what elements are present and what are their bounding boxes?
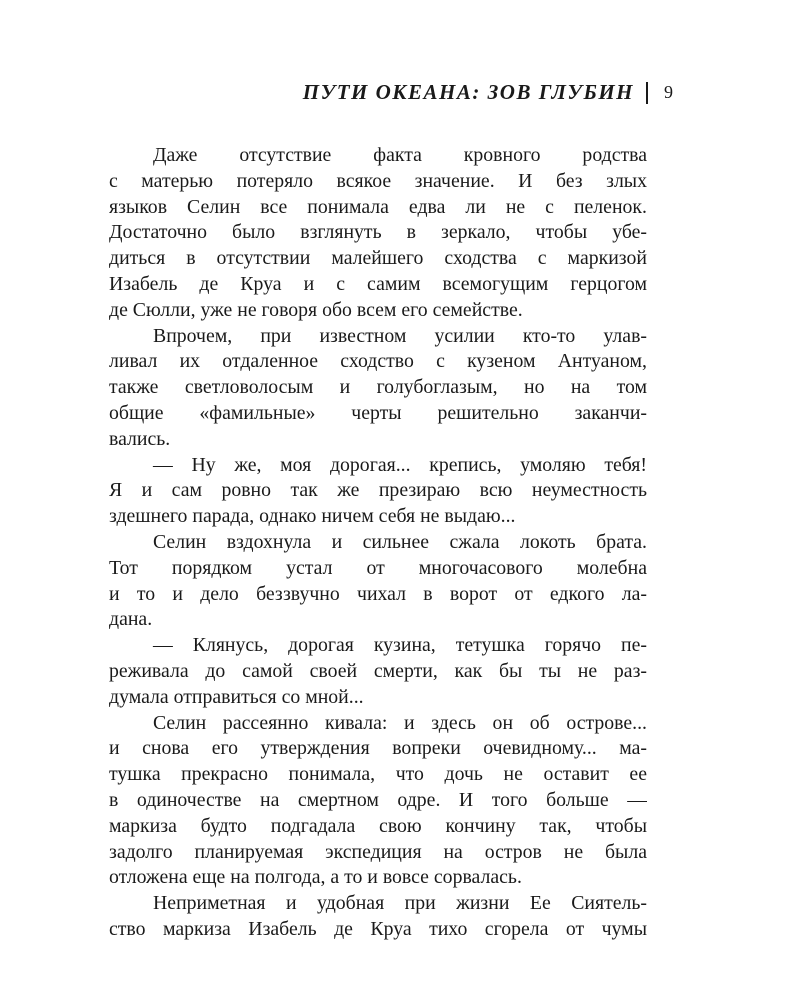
text-line: Достаточно было взглянуть в зеркало, чтобы убе- [109, 221, 647, 244]
text-line: и то и дело беззвучно чихал в ворот от едкого ла- [109, 582, 647, 605]
paragraph [109, 143, 647, 324]
text-line: Впрочем, при известном усилии кто-то улав- [153, 324, 647, 347]
paragraph [109, 324, 647, 453]
running-header [303, 80, 673, 105]
text-line: — Ну же, моя дорогая... крепись, умоляю тебя! [153, 453, 647, 476]
paragraph [109, 530, 647, 633]
text-line: Неприметная и удобная при жизни Ее Сиятель- [153, 892, 647, 915]
text-line: — Клянусь, дорогая кузина, тетушка горячо пе- [153, 634, 647, 657]
text-line: тушка прекрасно понимала, что дочь не оставит ее [109, 763, 647, 786]
text-line: языков Селин все понимала едва ли не с пеленок. [109, 195, 647, 218]
text-line: ство маркиза Изабель де Круа тихо сгорела от чумы [109, 917, 647, 940]
text-line: общие «фамильные» черты решительно заканчи- [109, 401, 647, 424]
body-text [109, 143, 647, 943]
text-line: с матерью потеряло всякое значение. И без злых [109, 169, 647, 192]
text-line: думала отправиться со мной... [109, 685, 364, 708]
paragraph [109, 633, 647, 710]
text-line: отложена еще на полгода, а то и вовсе сорвалась. [109, 866, 522, 889]
text-line: здешнего парада, однако ничем себя не выдаю... [109, 505, 516, 528]
paragraph [109, 711, 647, 892]
text-line: также светловолосым и голубоглазым, но на том [109, 376, 647, 399]
text-line: маркиза будто подгадала свою кончину так, чтобы [109, 814, 647, 837]
text-line: Селин рассеянно кивала: и здесь он об острове... [153, 711, 647, 734]
text-line: дана. [109, 608, 153, 631]
text-line: Я и сам ровно так же презираю всю неуместность [109, 479, 647, 502]
paragraph [109, 891, 647, 943]
text-line: Даже отсутствие факта кровного родства [153, 144, 647, 166]
page-number: 9 [664, 82, 673, 102]
text-line: Селин вздохнула и сильнее сжала локоть брата. [153, 530, 647, 553]
header-divider [646, 82, 648, 104]
text-line: Тот порядком устал от многочасового молебна [109, 556, 647, 579]
book-title: ПУТИ ОКЕАНА: ЗОВ ГЛУБИН [302, 80, 634, 104]
text-line: вались. [109, 427, 171, 450]
text-line: Изабель де Круа и с самим всемогущим герцогом [109, 272, 647, 295]
text-line: и снова его утверждения вопреки очевидному... ма- [109, 737, 647, 760]
text-line: задолго планируемая экспедиция на остров не была [109, 840, 647, 863]
text-line: ливал их отдаленное сходство с кузеном Антуаном, [109, 350, 647, 373]
text-line: реживала до самой своей смерти, как бы ты не раз- [109, 659, 647, 682]
text-line: де Сюлли, уже не говоря обо всем его семействе. [109, 298, 523, 321]
paragraph [109, 453, 647, 530]
text-line: в одиночестве на смертном одре. И того больше — [109, 788, 647, 811]
text-line: диться в отсутствии малейшего сходства с маркизой [109, 247, 647, 270]
